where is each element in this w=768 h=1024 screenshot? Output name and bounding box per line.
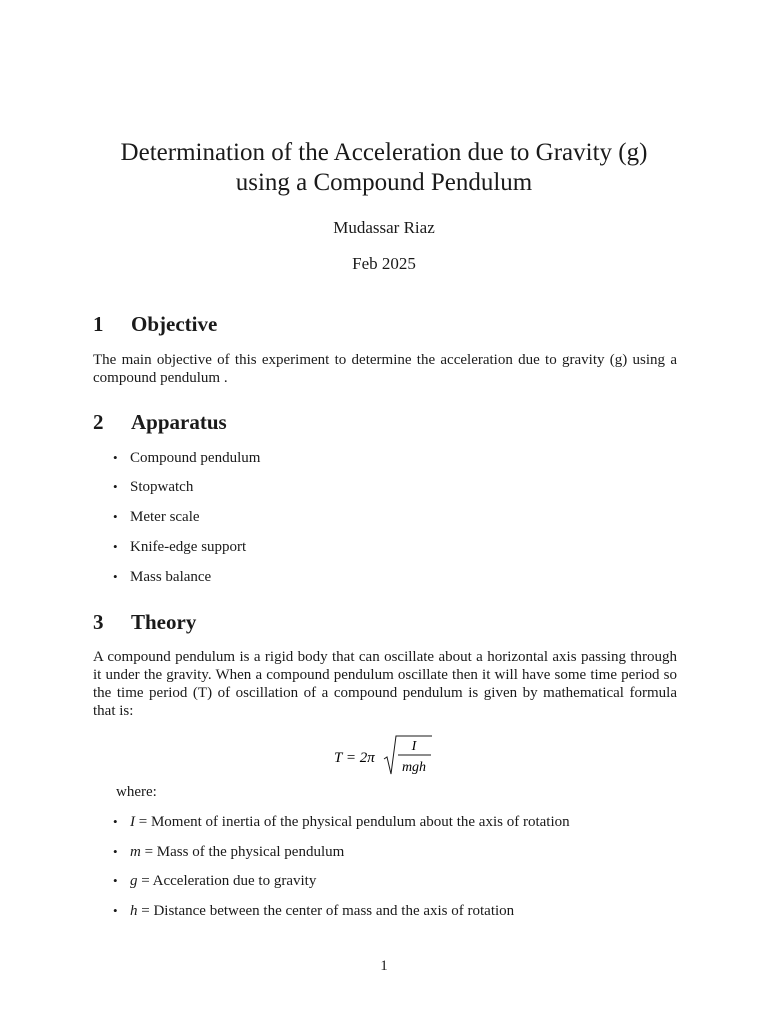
section-title: Apparatus [131,410,227,434]
title-line-1: Determination of the Acceleration due to Gravity (g) [120,139,648,166]
bullet-icon: • [113,509,118,524]
bullet-icon: • [113,479,118,494]
formula-numerator: I [411,739,417,754]
definition-symbol: h [130,903,138,919]
definition-text: = Distance between the center of mass and the axis of rotation [137,903,515,919]
bullet-icon: • [113,569,118,584]
bullet-icon: • [113,903,118,918]
bullet-icon: • [113,873,118,888]
bullet-icon: • [113,450,118,465]
bullet-icon: • [113,539,118,554]
bullet-icon: • [113,814,118,829]
period-formula [334,734,444,785]
theory-paragraph: A compound pendulum is a rigid body that can oscillate about a horizontal axis passing through it under the gravity. When a compound pendulum oscillate then it will have some time period so the time period (T) of oscillation of a compound pendulum is given by mathematical formula that is: [93,649,677,719]
definition-item [113,843,344,861]
section-heading-apparatus [93,410,227,435]
document-date: Feb 2025 [352,254,416,273]
definition-item [113,872,316,890]
apparatus-item: • Mass balance [113,569,212,585]
definition-symbol: I [130,814,135,830]
where-label: where: [116,784,157,800]
definition-text: = Moment of inertia of the physical pendulum about the axis of rotation [135,814,570,830]
section-title: Objective [131,312,218,336]
section-number: 2 [93,410,104,434]
section-heading-theory [93,610,196,635]
definition-text: = Mass of the physical pendulum [140,844,345,860]
bullet-icon: • [113,844,118,859]
definition-item [113,813,570,831]
formula-lhs: T = 2π [334,750,375,766]
formula-denominator: mgh [401,760,427,775]
definition-symbol: g [130,873,138,889]
section-number: 1 [93,312,104,336]
page-number: 1 [380,958,388,974]
apparatus-item: • Compound pendulum [113,450,261,466]
definition-symbol: m [130,844,141,860]
formula-graphic [334,734,444,780]
author-name: Mudassar Riaz [333,218,435,237]
section-number: 3 [93,610,104,634]
section-heading-objective [93,312,217,337]
definition-item [113,902,514,920]
apparatus-item: • Meter scale [113,509,200,525]
apparatus-item: • Stopwatch [113,479,194,495]
title-line-2: using a Compound Pendulum [235,169,533,196]
document-title [60,138,708,198]
apparatus-item: • Knife-edge support [113,539,247,555]
section-title: Theory [131,610,197,634]
objective-paragraph: The main objective of this experiment to determine the acceleration due to gravity (g) using a compound pendulum . [93,352,677,386]
definition-text: = Acceleration due to gravity [137,873,317,889]
